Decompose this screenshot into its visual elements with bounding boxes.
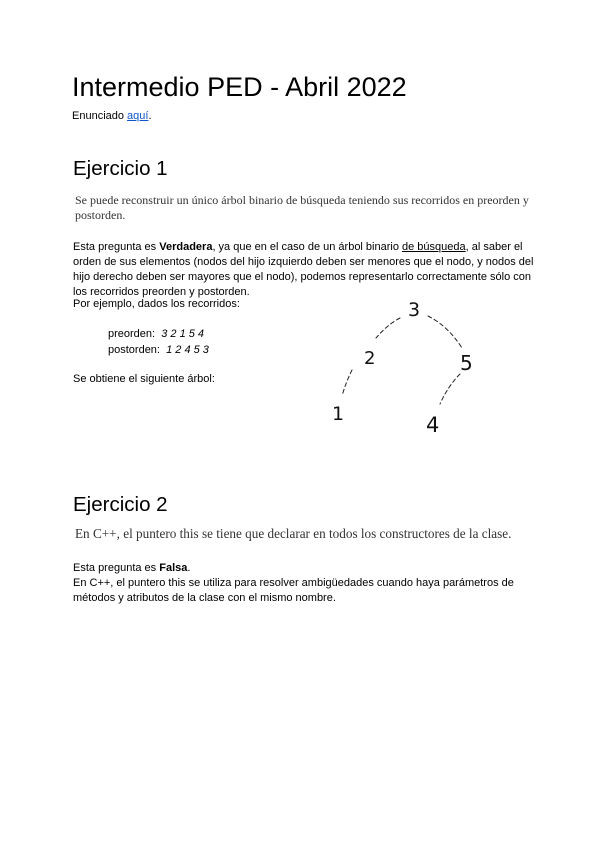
ejercicio-2-answer xyxy=(73,561,523,606)
ejercicio-1-statement xyxy=(75,193,545,222)
answer-prefix: Esta pregunta es xyxy=(73,241,160,253)
tree-node-5: 5 xyxy=(460,351,473,375)
edge-5-4 xyxy=(440,374,460,404)
postorden-row xyxy=(108,342,209,358)
postorden-value: 1 2 4 5 3 xyxy=(166,344,209,356)
answer2-value: Falsa xyxy=(159,562,188,574)
preorden-value: 3 2 1 5 4 xyxy=(161,328,205,340)
ejercicio-2-heading: Ejercicio 2 xyxy=(73,493,168,516)
preorden-row xyxy=(108,326,209,342)
ejercicio-2-answer-line xyxy=(73,561,523,576)
answer-rest: , al saber el orden de sus elementos (nodos del hijo izquierdo deben ser menores que el nodo, y nodos del hijo derecho deben ser mayores que el nodo), podemos representarlo correctamente sólo con los recorridos preorden y postorden. xyxy=(73,241,534,298)
enunciado-prefix: Enunciado xyxy=(72,110,128,122)
tree-node-4: 4 xyxy=(426,413,440,437)
edge-2-1 xyxy=(342,370,352,396)
answer-mid: , ya que en el caso de un árbol binario xyxy=(212,241,403,253)
tree-node-3: 3 xyxy=(408,299,421,321)
ejercicio-1-heading: Ejercicio 1 xyxy=(73,157,168,180)
ejercicio-2-explanation: En C++, el puntero this se utiliza para resolver ambigüedades cuando haya parámetros de métodos y atributos de la clase con el mismo nombre. xyxy=(73,577,514,604)
example-intro: Por ejemplo, dados los recorridos: xyxy=(73,298,240,310)
ejercicio-1-answer xyxy=(73,240,535,300)
tree-node-2: 2 xyxy=(364,348,376,369)
tree-node-1: 1 xyxy=(332,403,345,425)
traversals xyxy=(108,326,209,358)
answer-value: Verdadera xyxy=(159,241,213,253)
enunciado-line xyxy=(72,110,152,122)
enunciado-suffix: . xyxy=(148,110,152,122)
answer-underlined: de búsqueda xyxy=(402,241,466,253)
ejercicio-1-statement-line2: postorden. xyxy=(75,207,126,222)
tree-drawing xyxy=(320,292,500,442)
enunciado-link[interactable]: aquí xyxy=(127,110,149,122)
ejercicio-1-statement-line1: Se puede reconstruir un único árbol binario de búsqueda teniendo sus recorridos en preorden y xyxy=(75,193,529,207)
postorden-label: postorden: xyxy=(108,344,160,356)
preorden-label: preorden: xyxy=(108,328,156,340)
result-text: Se obtiene el siguiente árbol: xyxy=(73,373,215,385)
ejercicio-2-statement: En C++, el puntero this se tiene que declarar en todos los constructores de la clase. xyxy=(75,526,512,541)
edge-3-5 xyxy=(428,316,462,348)
answer2-suffix: . xyxy=(187,562,191,574)
answer2-prefix: Esta pregunta es xyxy=(73,562,160,574)
page-title: Intermedio PED - Abril 2022 xyxy=(72,72,407,102)
edge-3-2 xyxy=(376,318,400,338)
